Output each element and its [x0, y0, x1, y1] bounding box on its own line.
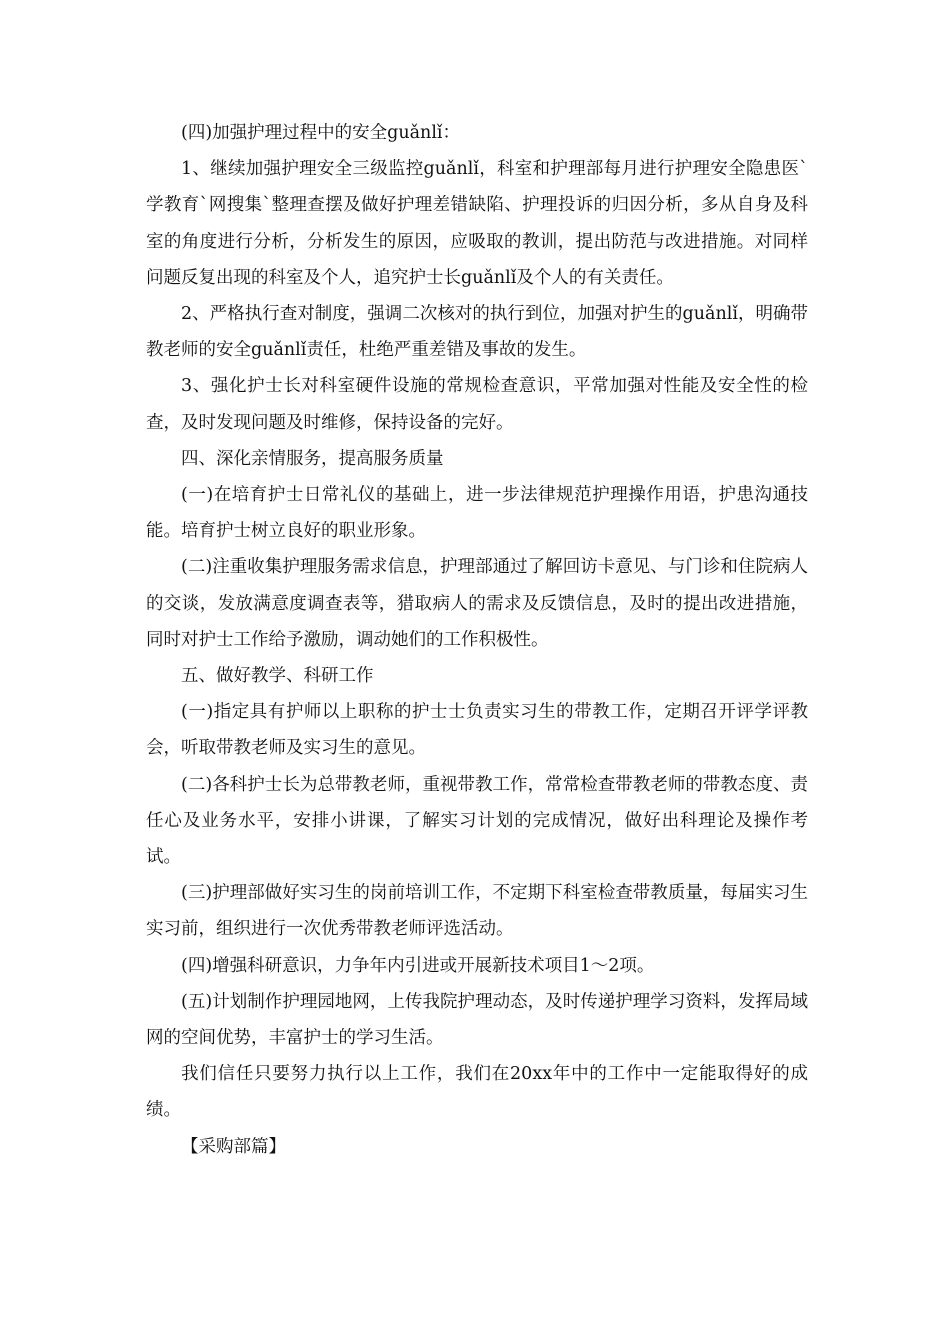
paragraph-teaching-2: (二)各科护士长为总带教老师，重视带教工作，常常检查带教老师的带教态度、责任心及业务水平，安排小讲课，了解实习计划的完成情况，做好出科理论及操作考试。	[146, 774, 808, 868]
paragraph-conclusion: 我们信任只要努力执行以上工作，我们在20xx年中的工作中一定能取得好的成绩。	[146, 1064, 808, 1121]
paragraph-2: 2、严格执行查对制度，强调二次核对的执行到位，加强对护生的guǎnlǐ，明确带教老师的安全guǎnlǐ责任，杜绝严重差错及事故的发生。	[146, 304, 808, 361]
paragraph-teaching-4: (四)增强科研意识，力争年内引进或开展新技术项目1～2项。	[181, 955, 655, 976]
paragraph-service-2: (二)注重收集护理服务需求信息，护理部通过了解回访卡意见、与门诊和住院病人的交谈，发放满意度调查表等，猎取病人的需求及反馈信息，及时的提出改进措施，同时对护士工作给予激励，调动她们的工作积极性。	[146, 557, 808, 650]
document-page	[146, 115, 808, 1165]
section-heading-purchasing: 【采购部篇】	[181, 1136, 286, 1157]
paragraph-3: 3、强化护士长对科室硬件设施的常规检查意识，平常加强对性能及安全性的检查，及时发现问题及时维修，保持设备的完好。	[146, 376, 808, 433]
paragraph-service-1: (一)在培育护士日常礼仪的基础上，进一步法律规范护理操作用语，护患沟通技能。培育护士树立良好的职业形象。	[146, 485, 808, 542]
paragraph-teaching-5: (五)计划制作护理园地网，上传我院护理动态，及时传递护理学习资料，发挥局域网的空间优势，丰富护士的学习生活。	[146, 991, 808, 1049]
paragraph-teaching-1: (一)指定具有护师以上职称的护士士负责实习生的带教工作，定期召开评学评教会，听取带教老师及实习生的意见。	[146, 702, 808, 759]
paragraph-1: 1、继续加强护理安全三级监控guǎnlǐ，科室和护理部每月进行护理安全隐患医`学教育`网搜集`整理查摆及做好护理差错缺陷、护理投诉的归因分析，多从自身及科室的角度进行分析，分析发生的原因，应吸取的教训，提出防范与改进措施。对同样问题反复出现的科室及个人，追究护士长guǎnlǐ及个人的有关责任。	[146, 159, 808, 288]
section-heading-service: 四、深化亲情服务，提高服务质量	[181, 448, 444, 469]
section-heading-safety: (四)加强护理过程中的安全guǎnlǐ：	[181, 123, 461, 143]
paragraph-teaching-3: (三)护理部做好实习生的岗前培训工作，不定期下科室检查带教质量，每届实习生实习前，组织进行一次优秀带教老师评选活动。	[146, 883, 808, 940]
section-heading-teaching: 五、做好教学、科研工作	[181, 666, 374, 687]
